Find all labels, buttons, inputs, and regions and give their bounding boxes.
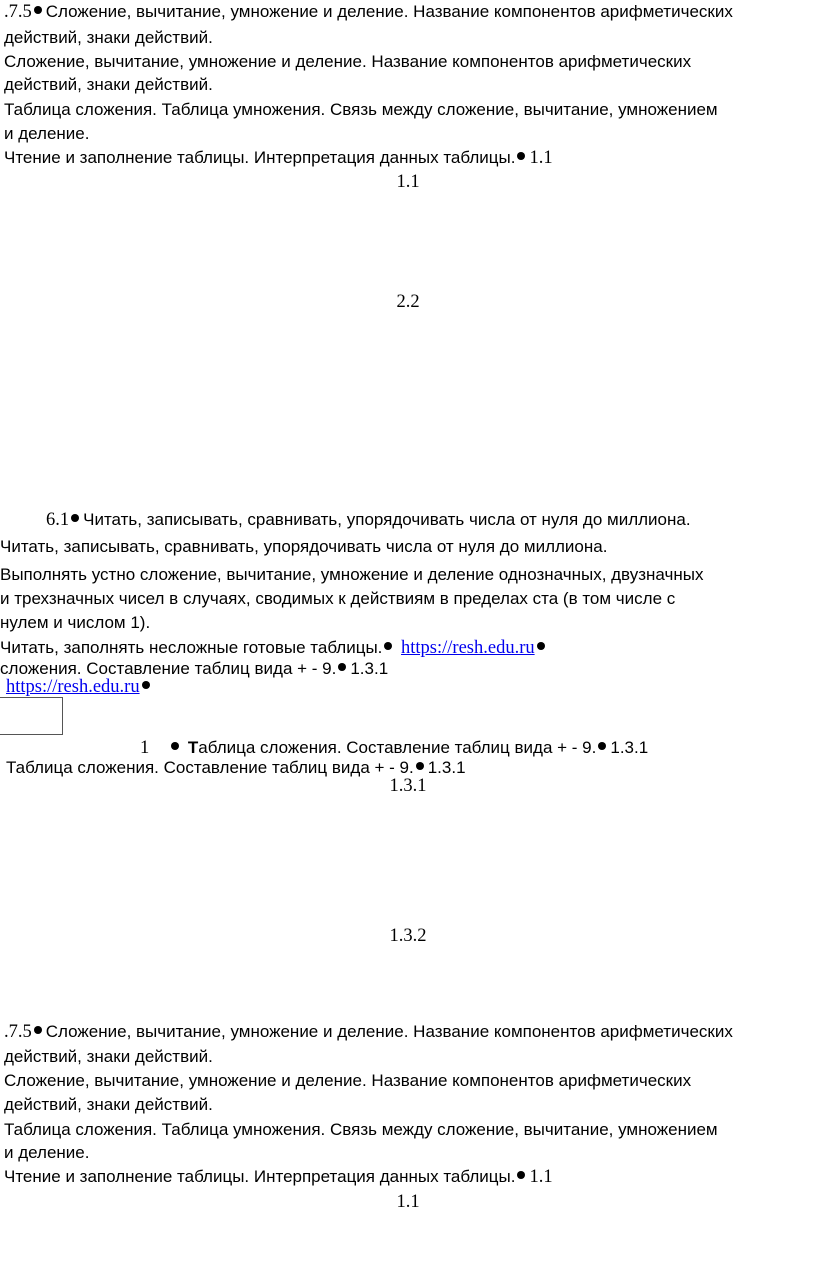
bullet-icon [598,742,606,750]
bold-letter: Т [187,738,199,757]
section-number: .7.5 [4,1022,32,1042]
section-number: 1.3.1 [427,758,466,777]
text-line: и деление. [4,1143,90,1162]
bullet-icon [71,514,79,522]
text-line: и трехзначных чисел в случаях, сводимых к действиям в пределах ста (в том числе с [0,589,676,608]
text-line: Таблица сложения. Таблица умножения. Связь между сложение, вычитание, умножением [4,100,718,119]
section-number: 6.1 [46,510,70,530]
section-number: 1.1 [529,1167,553,1187]
text-line: Сложение, вычитание, умножение и деление. Название компонентов арифметических [4,1071,692,1090]
bullet-icon [416,762,424,770]
line-text: Чтение и заполнение таблицы. Интерпретация данных таблицы. [4,148,516,167]
section-number: .7.5 [4,2,32,22]
bullet-icon [34,6,42,14]
text-line [4,1020,733,1044]
resh-link[interactable]: https://resh.edu.ru [6,677,140,697]
text-line [46,508,691,532]
text-line: Читать, записывать, сравнивать, упорядочивать числа от нуля до миллиона. [0,537,608,556]
text-line: действий, знаки действий. [4,1047,213,1066]
bullet-icon [338,663,346,671]
text-line: Выполнять устно сложение, вычитание, умножение и деление однозначных, двузначных [0,565,704,584]
line-text: Таблица сложения. Составление таблиц вида + - 9. [6,758,414,777]
line-text: сложения. Составление таблиц вида + - 9. [0,659,337,678]
text-line: Сложение, вычитание, умножение и деление. Название компонентов арифметических [4,52,692,71]
bullet-icon [384,642,392,650]
line-text: Сложение, вычитание, умножение и деление. Название компонентов арифметических [45,2,733,21]
bullet-icon [537,642,545,650]
line-text: аблица сложения. Составление таблиц вида + - 9. [198,738,597,757]
bullet-icon [517,1171,525,1179]
text-line [4,146,553,170]
centered-number: 1.3.2 [389,926,427,946]
text-line: действий, знаки действий. [4,1095,213,1114]
bullet-icon [142,681,150,689]
text-line: действий, знаки действий. [4,28,213,47]
centered-number: 1.1 [396,172,420,192]
text-line [6,676,154,699]
section-number: 1 [140,738,150,758]
line-text: Читать, заполнять несложные готовые таблицы. [0,638,383,657]
centered-number: 2.2 [396,292,420,312]
section-number: 1.1 [529,148,553,168]
resh-link[interactable]: https://resh.edu.ru [401,638,535,658]
bullet-icon [34,1026,42,1034]
text-line [4,1165,553,1189]
text-line: действий, знаки действий. [4,75,213,94]
bullet-icon [517,152,525,160]
text-line: нулем и числом 1). [0,613,151,632]
bullet-icon [171,742,179,750]
line-text: Сложение, вычитание, умножение и деление. Название компонентов арифметических [45,1022,733,1041]
text-line: и деление. [4,124,90,143]
line-text: Чтение и заполнение таблицы. Интерпретация данных таблицы. [4,1167,516,1186]
centered-number: 1.3.1 [389,776,427,796]
section-number: 1.3.1 [350,659,389,678]
text-line: Таблица сложения. Таблица умножения. Связь между сложение, вычитание, умножением [4,1120,718,1139]
empty-box [0,697,63,735]
centered-number: 1.1 [396,1192,420,1212]
section-number: 1.3.1 [610,738,649,757]
line-text: Читать, записывать, сравнивать, упорядочивать числа от нуля до миллиона. [83,510,691,529]
text-line [4,0,733,24]
